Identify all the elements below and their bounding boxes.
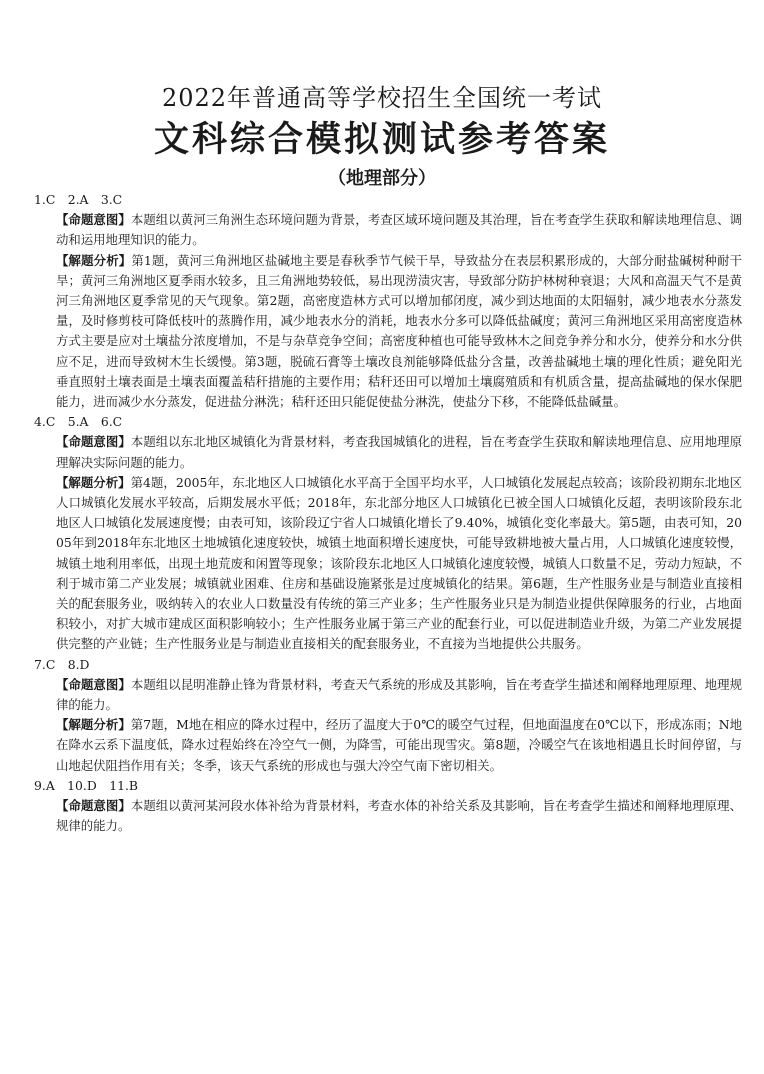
exam-title: 2022年普通高等学校招生全国统一考试 <box>161 84 603 112</box>
answer-line: 9.A 10.D 11.B <box>34 777 139 793</box>
section-subtitle: （地理部分） <box>328 168 436 189</box>
intent-paragraph <box>34 210 742 250</box>
analysis-text: 第1题，黄河三角洲地区盐碱地主要是春秋季节气候干旱，导致盐分在表层积累形成的，大部分耐盐碱树种耐干旱；黄河三角洲地区夏季雨水较多，且三角洲地势较低，易出现涝渍灾害，导致部分防护林树种衰退；大风和高温天气不是黄河三角洲地区夏季常见的天气现象。第2题，高密度造林方式可以增加郁闭度，减少到达地面的太阳辐射，减少地表水分蒸发量，及时修剪枝可降低枝叶的蒸腾作用，减少地表水分的消耗，地表水分多可以降低盐碱度；黄河三角洲地区采用高密度造林方式主要是应对土壤盐分浓度增加，不是与杂草竞争空间；高密度种植也可能导致林木之间竞争养分和水分，使养分和水分供应不足，进而导致树木生长缓慢。第3题，脱硫石膏等土壤改良剂能够降低盐分含量，改善盐碱地土壤的理化性质；避免阳光垂直照射土壤表面是土壤表面覆盖秸秆措施的主要作用；秸秆还田可以增加土壤腐殖质和有机质含量，提高盐碱地的保水保肥能力，进而减少水分蒸发，促进盐分淋洗；秸秆还田只能促使盐分淋洗，使盐分下移，不能降低盐碱量。 <box>56 252 743 410</box>
answer-group-1 <box>34 190 742 412</box>
intent-label: 【命题意图】 <box>56 434 131 450</box>
analysis-paragraph <box>34 251 742 413</box>
answer-line: 1.C 2.A 3.C <box>34 192 123 207</box>
intent-text: 本题组以黄河某河段水体补给为背景材料，考查水体的补给关系及其影响，旨在考查学生描述和阐释地理原理、规律的能力。 <box>56 798 743 834</box>
analysis-paragraph <box>34 715 742 776</box>
answer-group-3 <box>34 655 742 776</box>
answer-key-title: 文科综合模拟测试参考答案 <box>153 119 610 160</box>
intent-text: 本题组以昆明准静止锋为背景材料，考查天气系统的形成及其影响，旨在考查学生描述和阐释地理原理、地理规律的能力。 <box>56 676 743 713</box>
intent-paragraph <box>34 432 742 472</box>
analysis-text: 第7题，M地在相应的降水过程中，经历了温度大于0℃的暖空气过程，但地面温度在0℃以下，形成冻雨；N地在降水云系下温度低，降水过程始终在冷空气一侧，为降雪，可能出现雪灾。第8题，冷暖空气在该地相遇且长时间停留，与山地起伏阻挡作用有关；冬季，该天气系统的形成也与强大冷空气南下密切相关。 <box>56 717 743 773</box>
answer-line: 7.C 8.D <box>34 656 90 672</box>
analysis-label: 【解题分析】 <box>56 474 131 490</box>
answer-content <box>34 190 742 837</box>
answer-line: 4.C 5.A 6.C <box>34 414 123 430</box>
analysis-paragraph <box>34 473 742 655</box>
intent-label: 【命题意图】 <box>56 212 131 228</box>
analysis-label: 【解题分析】 <box>56 717 131 733</box>
intent-label: 【命题意图】 <box>56 676 131 692</box>
analysis-text: 第4题，2005年，东北地区人口城镇化水平高于全国平均水平，人口城镇化发展起点较高；该阶段初期东北地区人口城镇化发展水平较高，后期发展水平低；2018年，东北部分地区人口城镇化已被全国人口城镇化反超，表明该阶段东北地区人口城镇化发展速度慢；由表可知，该阶段辽宁省人口城镇化增长了9.40%，城镇化变化率最大。第5题，由表可知，2005年到2018年东北地区土地城镇化速度较快，城镇土地面积增长速度快，可能导致耕地被大量占用，人口城镇化速度较慢，城镇土地利用率低，出现土地荒废和闲置等现象；该阶段东北地区人口城镇化速度较慢，城镇人口数量不足，劳动力短缺，不利于城市第二产业发展；城镇就业困难、住房和基础设施紧张是过度城镇化的结果。第6题，生产性服务业是与制造业直接相关的配套服务业，吸纳转入的农业人口数量没有传统的第三产业多；生产性服务业只是为制造业提供保障服务的行业，占地面积较小，对扩大城市建成区面积影响较小；生产性服务业属于第三产业的配套行业，可以促进制造业升级，为第二产业发展提供完整的产业链；生产性服务业是与制造业直接相关的配套服务业，不直接为当地提供公共服务。 <box>56 474 743 652</box>
analysis-label: 【解题分析】 <box>56 252 132 268</box>
intent-label: 【命题意图】 <box>56 798 131 814</box>
answer-group-4 <box>34 776 742 837</box>
intent-text: 本题组以东北地区城镇化为背景材料，考查我国城镇化的进程，旨在考查学生获取和解读地理信息、应用地理原理解决实际问题的能力。 <box>56 434 743 470</box>
intent-paragraph <box>34 675 742 715</box>
intent-text: 本题组以黄河三角洲生态环境问题为背景，考查区域环境问题及其治理，旨在考查学生获取和解读地理信息、调动和运用地理知识的能力。 <box>56 212 743 248</box>
intent-paragraph <box>34 796 742 836</box>
answer-group-2 <box>34 412 742 654</box>
